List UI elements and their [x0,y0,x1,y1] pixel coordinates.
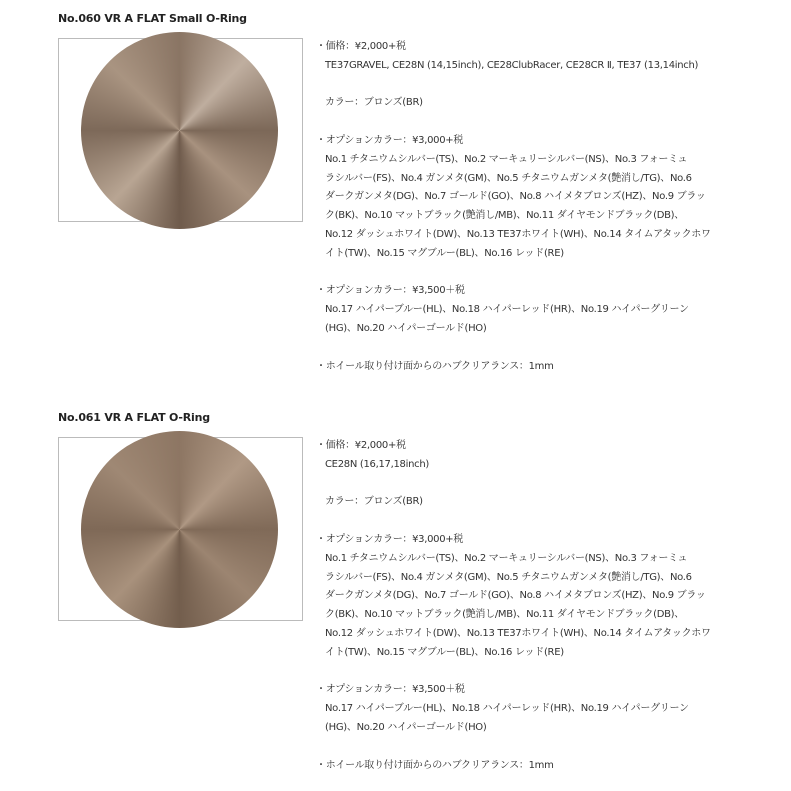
models: TE37GRAVEL, CE28N (14,15inch), CE28ClubRacer, CE28CR Ⅱ, TE37 (13,14inch) [325,59,699,71]
option2-line: (HG)、No.20 ハイパーゴールド(HO) [325,322,487,334]
option1-heading: ・オプションカラー：¥3,000+税 [316,533,464,545]
price: ・価格：¥2,000+税 [316,440,406,451]
option1-line: No.1 チタニウムシルバー(TS)、No.2 マーキュリーシルバー(NS)、No.3 フォーミュ [325,153,688,165]
option1-line: イト(TW)、No.15 マグブルー(BL)、No.16 レッド(RE) [325,646,564,658]
option1-line: ラシルバー(FS)、No.4 ガンメタ(GM)、No.5 チタニウムガンメタ(艶消し/TG)、No.6 [325,571,692,583]
option1-line: ダークガンメタ(DG)、No.7 ゴールド(GO)、No.8 ハイメタブロンズ(HZ)、No.9 ブラッ [325,191,706,203]
option2-heading: ・オプションカラー：¥3,500＋税 [316,285,465,297]
o-ring-disc [81,431,278,628]
option1-heading: ・オプションカラー：¥3,000+税 [316,134,464,146]
option1-line: ク(BK)、No.10 マットブラック(艶消し/MB)、No.11 ダイヤモンドブラック(DB)、 [325,609,684,621]
product-title: No.060 VR A FLAT Small O-Ring [58,12,247,25]
product-info [316,437,711,775]
option1-line: ク(BK)、No.10 マットブラック(艶消し/MB)、No.11 ダイヤモンドブラック(DB)、 [325,210,684,222]
product-image [58,437,303,621]
option2-line: (HG)、No.20 ハイパーゴールド(HO) [325,721,487,733]
option2-heading: ・オプションカラー：¥3,500＋税 [316,684,465,696]
option1-line: ラシルバー(FS)、No.4 ガンメタ(GM)、No.5 チタニウムガンメタ(艶消し/TG)、No.6 [325,172,692,184]
product-image [58,38,303,222]
color: カラー：ブロンズ(BR) [325,97,423,109]
option2-line: No.17 ハイパーブルー(HL)、No.18 ハイパーレッド(HR)、No.19 ハイパーグリーン [325,304,689,316]
models: CE28N (16,17,18inch) [325,458,429,470]
option1-line: No.1 チタニウムシルバー(TS)、No.2 マーキュリーシルバー(NS)、No.3 フォーミュ [325,552,688,564]
option1-line: No.12 ダッシュホワイト(DW)、No.13 TE37ホワイト(WH)、No.14 タイムアタックホワ [325,627,711,639]
option2-line: No.17 ハイパーブルー(HL)、No.18 ハイパーレッド(HR)、No.19 ハイパーグリーン [325,703,689,715]
option1-line: No.12 ダッシュホワイト(DW)、No.13 TE37ホワイト(WH)、No.14 タイムアタックホワ [325,228,711,240]
hub-clearance: ・ホイール取り付け面からのハブクリアランス：1mm [316,360,554,372]
product-info [316,38,711,376]
hub-clearance: ・ホイール取り付け面からのハブクリアランス：1mm [316,759,554,771]
color: カラー：ブロンズ(BR) [325,496,423,508]
small-o-ring-disc [81,32,278,229]
option1-line: ダークガンメタ(DG)、No.7 ゴールド(GO)、No.8 ハイメタブロンズ(HZ)、No.9 ブラッ [325,590,706,602]
price: ・価格：¥2,000+税 [316,41,406,52]
product-title: No.061 VR A FLAT O-Ring [58,411,210,424]
option1-line: イト(TW)、No.15 マグブルー(BL)、No.16 レッド(RE) [325,247,564,259]
